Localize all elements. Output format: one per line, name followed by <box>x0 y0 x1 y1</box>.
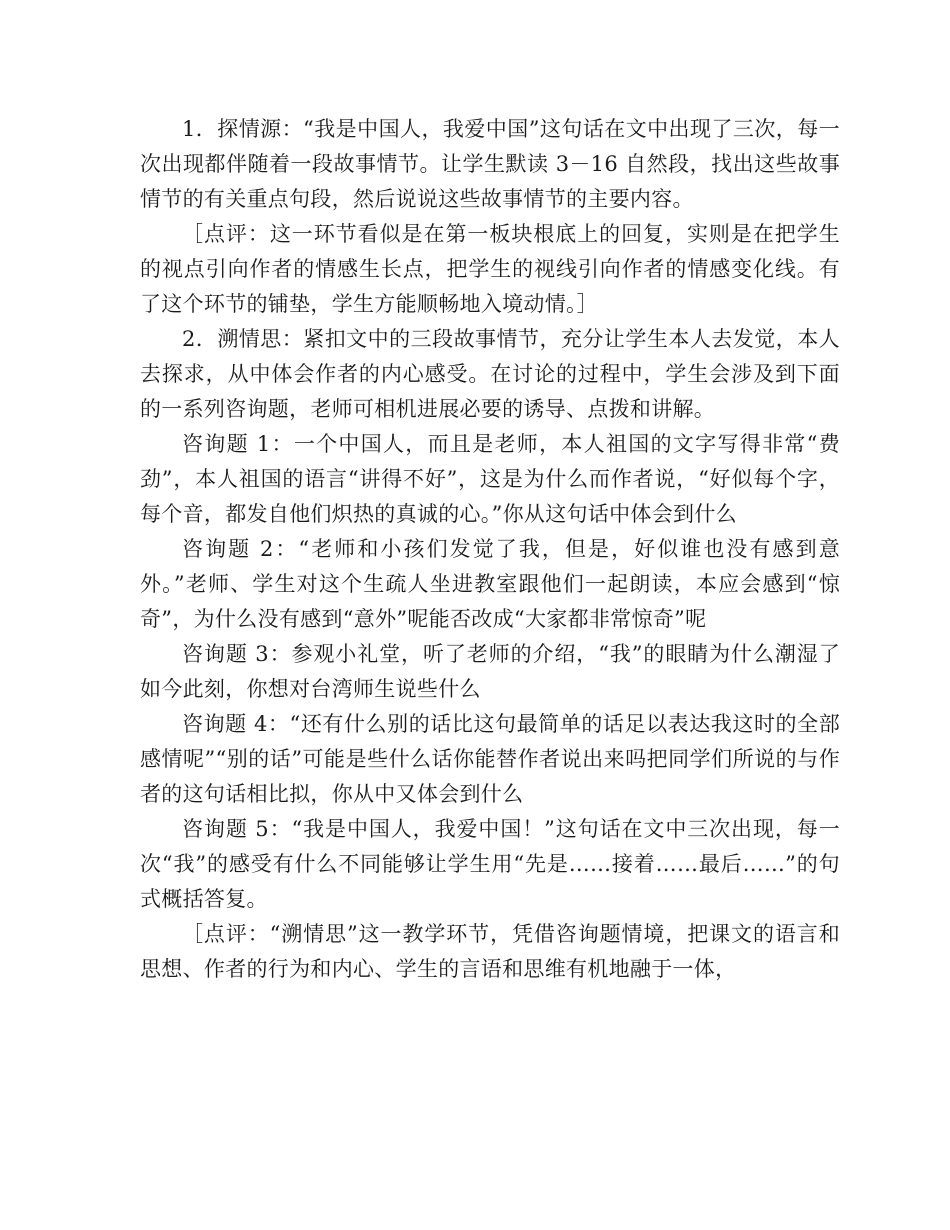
paragraph-2-commentary: ［点评：这一环节看似是在第一板块根底上的回复，实则是在把学生的视点引向作者的情感生长点，把学生的视线引向作者的情感变化线。有了这个环节的铺垫，学生方能顺畅地入境动情。］ <box>140 222 840 316</box>
paragraph-8-question-5: 咨询题 5：“我是中国人，我爱中国！”这句话在文中三次出现，每一次“我”的感受有什么不同能够让学生用“先是……接着……最后……”的句式概括答复。 <box>140 817 840 911</box>
paragraph-5-question-2: 咨询题 2：“老师和小孩们发觉了我，但是，好似谁也没有感到意外。”老师、学生对这个生疏人坐进教室跟他们一起朗读，本应会感到“惊奇”，为什么没有感到“意外”呢能否改成“大家都非常惊奇”呢 <box>140 537 840 631</box>
paragraph-4-question-1: 咨询题 1：一个中国人，而且是老师，本人祖国的文字写得非常“费劲”，本人祖国的语言“讲得不好”，这是为什么而作者说，“好似每个字，每个音，都发自他们炽热的真诚的心。”你从这句话中体会到什么 <box>140 432 840 526</box>
paragraph-6-question-3: 咨询题 3：参观小礼堂，听了老师的介绍，“我”的眼睛为什么潮湿了如今此刻，你想对台湾师生说些什么 <box>140 642 840 701</box>
paragraph-1-explore-emotion-source: 1．探情源：“我是中国人，我爱中国”这句话在文中出现了三次，每一次出现都伴随着一段故事情节。让学生默读 3－16 自然段，找出这些故事情节的有关重点句段，然后说说这些故事情节的主要内容。 <box>140 117 840 211</box>
paragraph-9-commentary: ［点评：“溯情思”这一教学环节，凭借咨询题情境，把课文的语言和思想、作者的行为和内心、学生的言语和思维有机地融于一体， <box>140 922 840 981</box>
paragraph-3-trace-emotion: 2．溯情思：紧扣文中的三段故事情节，充分让学生本人去发觉，本人去探求，从中体会作者的内心感受。在讨论的过程中，学生会涉及到下面的一系列咨询题，老师可相机进展必要的诱导、点拨和讲解。 <box>140 327 840 421</box>
document-body <box>140 112 840 987</box>
paragraph-7-question-4: 咨询题 4：“还有什么别的话比这句最简单的话足以表达我这时的全部感情呢”“别的话”可能是些什么话你能替作者说出来吗把同学们所说的与作者的这句话相比拟，你从中又体会到什么 <box>140 712 840 806</box>
